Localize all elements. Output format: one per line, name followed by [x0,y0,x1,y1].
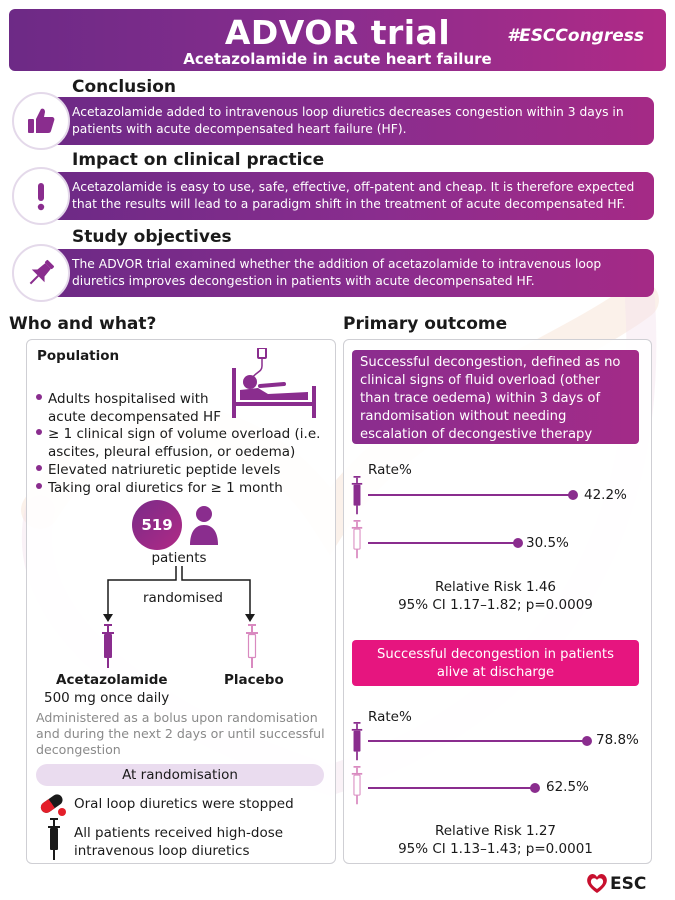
impact-banner [50,172,654,220]
iv-diuretics-text: All patients received high-dose intravenous loop diuretics [74,825,284,859]
population-bullet-3: Elevated natriuretic peptide levels [36,461,280,479]
outcome2-acetazolamide-bar-end [582,736,592,746]
patient-count-badge: 519 [132,500,182,550]
impact-text: Acetazolamide is easy to use, safe, effective, off-patent and cheap. It is therefore expected that the results will lead to a paradigm shift in the treatment of acute decompensated HF. [72,180,635,211]
outcome2-acetazolamide-syringe-icon [350,722,364,762]
outcome2-definition-box [352,640,639,686]
population-bullet-1: Adults hospitalised with acute decompensated HF [36,390,221,426]
population-heading: Population [37,348,120,364]
objectives-banner [50,249,654,297]
placebo-syringe-icon [244,624,260,670]
population-bullet-2: ≥ 1 clinical sign of volume overload (i.e. ascites, pleural effusion, or oedema) [36,425,320,461]
outcome2-placebo-value: 62.5% [546,779,589,795]
outcome1-definition-box [352,350,639,444]
outcome1-acetazolamide-bar-end [568,490,578,500]
acetazolamide-arm-dose: 500 mg once daily [44,690,170,706]
page-title: ADVOR trial [224,13,451,52]
who-and-what-heading: Who and what? [9,314,157,334]
patients-label: patients [151,550,207,566]
administration-note: Administered as a bolus upon randomisation and during the next 2 days or until successful decongestion [36,710,325,757]
conclusion-banner [50,97,654,145]
thumbs-up-icon [12,92,70,150]
placebo-arm-name: Placebo [224,672,284,688]
outcome1-confidence-interval: 95% CI 1.17–1.82; p=0.0009 [398,597,593,613]
acetazolamide-syringe-icon [100,624,116,670]
exclamation-icon [12,167,70,225]
outcome2-relative-risk: Relative Risk 1.27 [434,823,557,839]
objectives-heading: Study objectives [72,227,232,247]
objectives-text: The ADVOR trial examined whether the addition of acetazolamide to intravenous loop diuretics improves decongestion in patients with acute decompensated HF. [72,257,602,288]
at-randomisation-bar: At randomisation [36,764,324,786]
primary-outcome-heading: Primary outcome [343,314,508,334]
outcome2-placebo-bar [368,787,534,789]
congress-hashtag: #ESCCongress [507,26,644,46]
outcome2-definition: Successful decongestion in patients alive at discharge [377,647,614,680]
outcome2-rate-label: Rate% [368,709,412,725]
esc-logo-text: ESC [610,874,647,894]
outcome2-placebo-syringe-icon [350,766,364,806]
population-bullet-4: Taking oral diuretics for ≥ 1 month [36,479,283,497]
outcome1-placebo-bar [368,542,516,544]
outcome2-confidence-interval: 95% CI 1.13–1.43; p=0.0001 [398,841,593,857]
outcome1-acetazolamide-bar [368,494,572,496]
randomised-label: randomised [128,590,238,606]
conclusion-heading: Conclusion [72,77,176,97]
outcome1-relative-risk: Relative Risk 1.46 [434,579,557,595]
oral-diuretics-stopped-text: Oral loop diuretics were stopped [74,796,294,812]
outcome1-placebo-bar-end [513,538,523,548]
outcome1-placebo-syringe-icon [350,520,364,560]
outcome2-placebo-bar-end [530,783,540,793]
iv-syringe-icon [46,818,62,862]
outcome2-acetazolamide-bar [368,740,586,742]
pill-icon [38,792,68,818]
page-subtitle: Acetazolamide in acute heart failure [183,50,492,68]
impact-heading: Impact on clinical practice [72,150,325,170]
outcome1-acetazolamide-syringe-icon [350,476,364,516]
outcome1-definition: Successful decongestion, defined as no clinical signs of fluid overload (other than trace oedema) within 3 days of randomisation without needing escalation of decongestive therapy [360,355,621,442]
person-icon [188,505,220,545]
outcome1-rate-label: Rate% [368,462,412,478]
patient-in-bed-icon [228,348,320,420]
outcome1-acetazolamide-value: 42.2% [584,487,627,503]
conclusion-text: Acetazolamide added to intravenous loop diuretics decreases congestion within 3 days in patients with acute decompensated heart failure (HF). [72,105,624,136]
outcome2-acetazolamide-value: 78.8% [596,732,639,748]
outcome1-placebo-value: 30.5% [526,535,569,551]
header-banner [9,9,666,71]
pushpin-icon [12,244,70,302]
acetazolamide-arm-name: Acetazolamide [56,672,168,688]
